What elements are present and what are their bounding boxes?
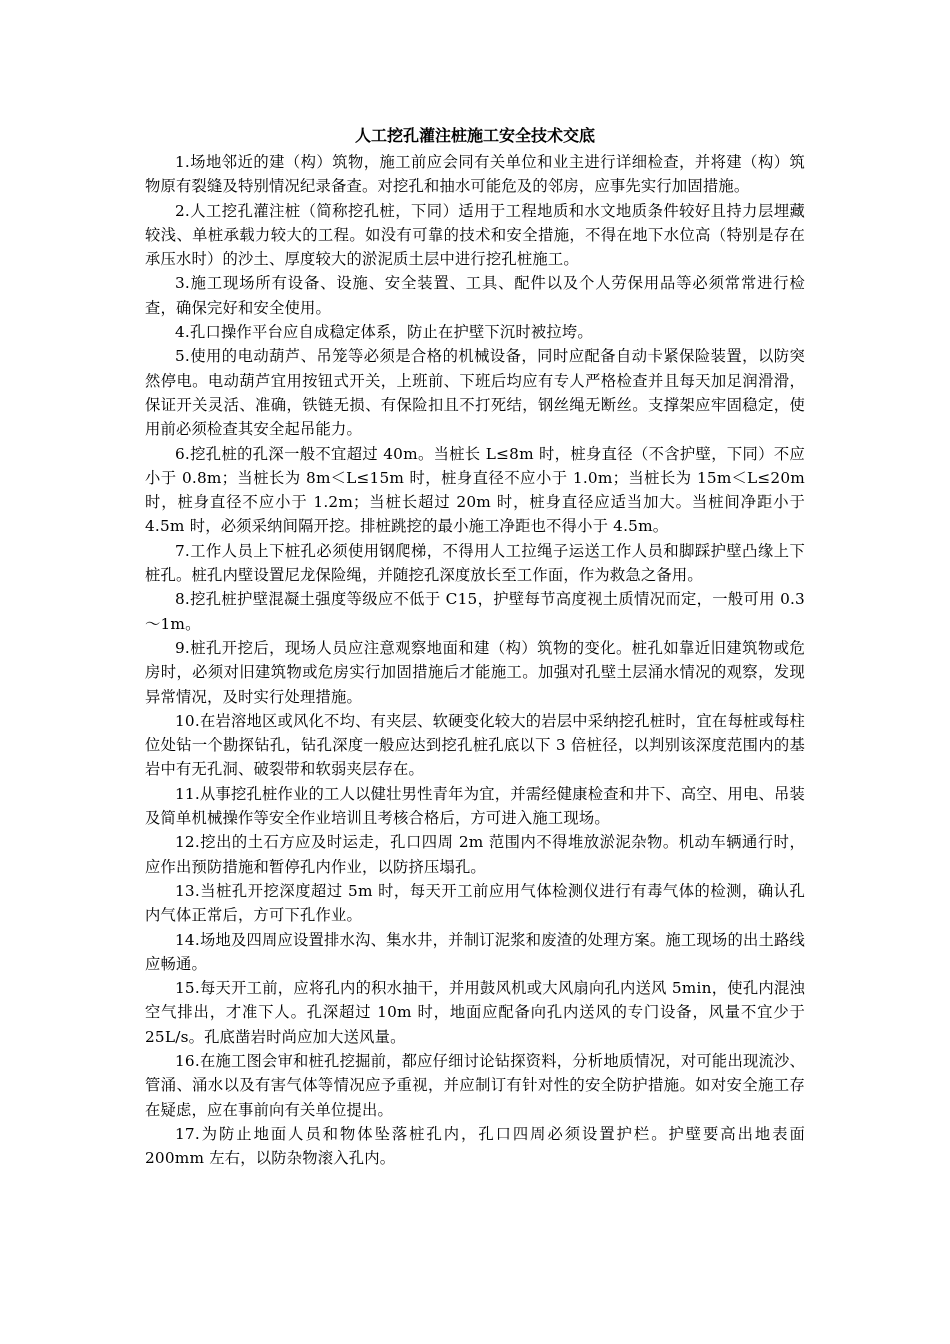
paragraph-13: 13.当桩孔开挖深度超过 5m 时，每天开工前应用气体检测仪进行有毒气体的检测，确认孔内气体正常后，方可下孔作业。 [145, 881, 805, 925]
paragraph-3: 3.施工现场所有设备、设施、安全装置、工具、配件以及个人劳保用品等必须常常进行检查，确保完好和安全使用。 [145, 274, 805, 317]
paragraph-12: 12.挖出的土石方应及时运走，孔口四周 2m 范围内不得堆放淤泥杂物。机动车辆通行时，应作出预防措施和暂停孔内作业，以防挤压塌孔。 [145, 833, 805, 876]
paragraph-1: 1.场地邻近的建（构）筑物，施工前应会同有关单位和业主进行详细检查，并将建（构）筑物原有裂缝及特别情况纪录备查。对挖孔和抽水可能危及的邻房，应事先实行加固措施。 [145, 153, 805, 196]
paragraph-11: 11.从事挖孔桩作业的工人以健壮男性青年为宜，并需经健康检查和井下、高空、用电、吊装及简单机械操作等安全作业培训且考核合格后，方可进入施工现场。 [145, 784, 805, 828]
paragraph-7: 7.工作人员上下桩孔必须使用钢爬梯，不得用人工拉绳子运送工作人员和脚踩护壁凸缘上下桩孔。桩孔内壁设置尼龙保险绳，并随挖孔深度放长至工作面，作为救急之备用。 [145, 541, 805, 585]
paragraph-2: 2.人工挖孔灌注桩（简称挖孔桩，下同）适用于工程地质和水文地质条件较好且持力层埋藏较浅、单桩承载力较大的工程。如没有可靠的技术和安全措施，不得在地下水位高（特别是存在承压水时）的沙土、厚度较大的淤泥质土层中进行挖孔桩施工。 [145, 201, 805, 269]
paragraph-9: 9.桩孔开挖后，现场人员应注意观察地面和建（构）筑物的变化。桩孔如靠近旧建筑物或危房时，必须对旧建筑物或危房实行加固措施后才能施工。加强对孔壁土层涌水情况的观察，发现异常情况，及时实行处理措施。 [145, 638, 805, 706]
paragraph-8: 8.挖孔桩护壁混凝土强度等级应不低于 C15，护壁每节高度视土质情况而定，一般可用 0.3～1m。 [145, 590, 805, 633]
paragraph-4: 4.孔口操作平台应自成稳定体系，防止在护壁下沉时被拉垮。 [175, 323, 593, 342]
paragraph-15: 15.每天开工前，应将孔内的积水抽干，并用鼓风机或大风扇向孔内送风 5min，使孔内混浊空气排出，才准下人。孔深超过 10m 时，地面应配备向孔内送风的专门设备，风量不宜少于 25L/s。孔底凿岩时尚应加大送风量。 [145, 979, 805, 1046]
paragraph-14: 14.场地及四周应设置排水沟、集水井，并制订泥浆和废渣的处理方案。施工现场的出土路线应畅通。 [145, 930, 805, 973]
document-body [145, 150, 805, 1170]
paragraph-10: 10.在岩溶地区或风化不均、有夹层、软硬变化较大的岩层中采纳挖孔桩时，宜在每桩或每柱位处钻一个勘探钻孔，钻孔深度一般应达到挖孔桩孔底以下 3 倍桩径，以判别该深度范围内的基岩中有无孔洞、破裂带和软弱夹层存在。 [145, 711, 805, 779]
paragraph-16: 16.在施工图会审和桩孔挖掘前，都应仔细讨论钻探资料，分析地质情况，对可能出现流沙、管涌、涌水以及有害气体等情况应予重视，并应制订有针对性的安全防护措施。如对安全施工存在疑虑，应在事前向有关单位提出。 [145, 1051, 805, 1119]
document-title: 人工挖孔灌注桩施工安全技术交底 [354, 126, 595, 145]
paragraph-5: 5.使用的电动葫芦、吊笼等必须是合格的机械设备，同时应配备自动卡紧保险装置，以防突然停电。电动葫芦宜用按钮式开关，上班前、下班后均应有专人严格检查并且每天加足润滑滑，保证开关灵活、准确，铁链无损、有保险扣且不打死结，钢丝绳无断丝。支撑架应牢固稳定，使用前必须检查其安全起吊能力。 [145, 347, 805, 439]
paragraph-6: 6.挖孔桩的孔深一般不宜超过 40m。当桩长 L≤8m 时，桩身直径（不含护壁，下同）不应小于 0.8m；当桩长为 8m＜L≤15m 时，桩身直径不应小于 1.0m；当桩长为 15m＜L≤20m 时，桩身直径不应小于 1.2m；当桩长超过 20m 时，桩身直径应适当加大。当桩间净距小于 4.5m 时，必须采纳间隔开挖。排桩跳挖的最小施工净距也不得小于 4.5m。 [145, 444, 805, 536]
paragraph-17: 17.为防止地面人员和物体坠落桩孔内，孔口四周必须设置护栏。护壁要高出地表面 200mm 左右，以防杂物滚入孔内。 [145, 1124, 805, 1168]
